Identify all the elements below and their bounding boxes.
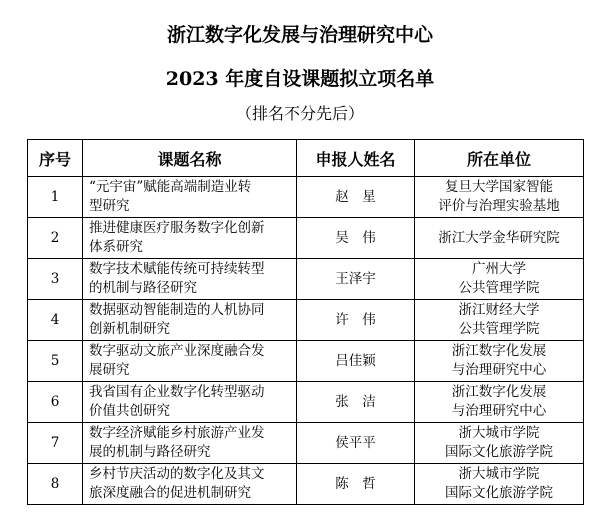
table-body	[28, 177, 584, 505]
applicant-name: 吕佳颖	[297, 341, 415, 382]
unit-line: 公共管理学院	[458, 280, 540, 296]
unit-line: 与治理研究中心	[451, 362, 547, 378]
unit-cell	[415, 177, 584, 218]
header-topic: 课题名称	[83, 140, 297, 177]
table-row	[28, 423, 584, 464]
applicant-name: 侯平平	[297, 423, 415, 464]
topic-line: 体系研究	[89, 239, 143, 255]
topic-cell	[83, 259, 297, 300]
unit-cell	[415, 259, 584, 300]
topic-line: 价值共创研究	[89, 403, 170, 419]
unit-line: 浙江大学金华研究院	[438, 229, 560, 246]
applicant-name: 张 洁	[297, 382, 415, 423]
table-row	[28, 177, 584, 218]
topic-line: 数字驱动文旅产业深度融合发	[89, 343, 265, 359]
topic-line: 数字技术赋能传统可持续转型	[89, 261, 265, 277]
topic-line: 展研究	[89, 362, 130, 378]
applicant-name: 王泽宇	[297, 259, 415, 300]
unit-cell	[415, 341, 584, 382]
unit-cell	[415, 382, 584, 423]
unit-line: 浙江数字化发展	[451, 343, 547, 359]
table-row	[28, 300, 584, 341]
topic-line: 数字经济赋能乡村旅游产业发	[89, 425, 265, 441]
applicant-name: 陈 哲	[297, 464, 415, 505]
applicant-name: 许 伟	[297, 300, 415, 341]
topic-cell	[83, 177, 297, 218]
row-number: 8	[28, 464, 83, 505]
applicant-name: 吴 伟	[297, 218, 415, 259]
topic-line: 创新机制研究	[89, 321, 170, 337]
unit-cell	[415, 464, 584, 505]
row-number: 1	[28, 177, 83, 218]
unit-line: 浙大城市学院	[458, 466, 540, 482]
row-number: 5	[28, 341, 83, 382]
topic-cell	[83, 464, 297, 505]
row-number: 2	[28, 218, 83, 259]
header-applicant: 申报人姓名	[297, 140, 415, 177]
topic-cell	[83, 423, 297, 464]
table-row	[28, 382, 584, 423]
row-number: 4	[28, 300, 83, 341]
topic-line: 旅深度融合的促进机制研究	[89, 485, 251, 501]
unit-line: 国际文化旅游学院	[445, 485, 553, 501]
unit-line: 广州大学	[472, 261, 526, 277]
row-number: 7	[28, 423, 83, 464]
unit-line: 浙大城市学院	[458, 425, 540, 441]
row-number: 3	[28, 259, 83, 300]
topic-cell	[83, 341, 297, 382]
topic-cell	[83, 382, 297, 423]
topic-line: 数据驱动智能制造的人机协同	[89, 302, 265, 318]
topic-cell	[83, 300, 297, 341]
topic-line: 我省国有企业数字化转型驱动	[89, 384, 265, 400]
topic-cell	[83, 218, 297, 259]
unit-cell	[415, 218, 584, 259]
topic-line: 乡村节庆活动的数字化及其文	[89, 466, 265, 482]
unit-line: 浙江财经大学	[458, 302, 540, 318]
unit-line: 复旦大学国家智能	[445, 179, 553, 195]
table-row	[28, 464, 584, 505]
table-row	[28, 259, 584, 300]
topic-line: 展的机制与路径研究	[89, 444, 211, 460]
topic-line: 的机制与路径研究	[89, 280, 197, 296]
unit-cell	[415, 300, 584, 341]
table-row	[28, 341, 584, 382]
unit-cell	[415, 423, 584, 464]
topic-line: “元宇宙”赋能高端制造业转	[89, 179, 252, 195]
topic-line: 型研究	[89, 198, 130, 214]
document-subtitle-year: 2023 年度自设课题拟立项名单	[165, 68, 435, 90]
row-number: 6	[28, 382, 83, 423]
document-title: 浙江数字化发展与治理研究中心	[166, 24, 433, 46]
table-header-row	[28, 140, 584, 177]
ranking-note: （排名不分先后）	[235, 104, 364, 123]
unit-line: 与治理研究中心	[451, 403, 547, 419]
header-unit: 所在单位	[415, 140, 584, 177]
unit-line: 国际文化旅游学院	[445, 444, 553, 460]
unit-line: 评价与治理实验基地	[438, 198, 560, 214]
header-number: 序号	[28, 140, 83, 177]
table-row	[28, 218, 584, 259]
applicant-name: 赵 星	[297, 177, 415, 218]
project-list-table	[27, 139, 584, 505]
unit-line: 公共管理学院	[458, 321, 540, 337]
topic-line: 推进健康医疗服务数字化创新	[89, 220, 265, 236]
unit-line: 浙江数字化发展	[451, 384, 547, 400]
